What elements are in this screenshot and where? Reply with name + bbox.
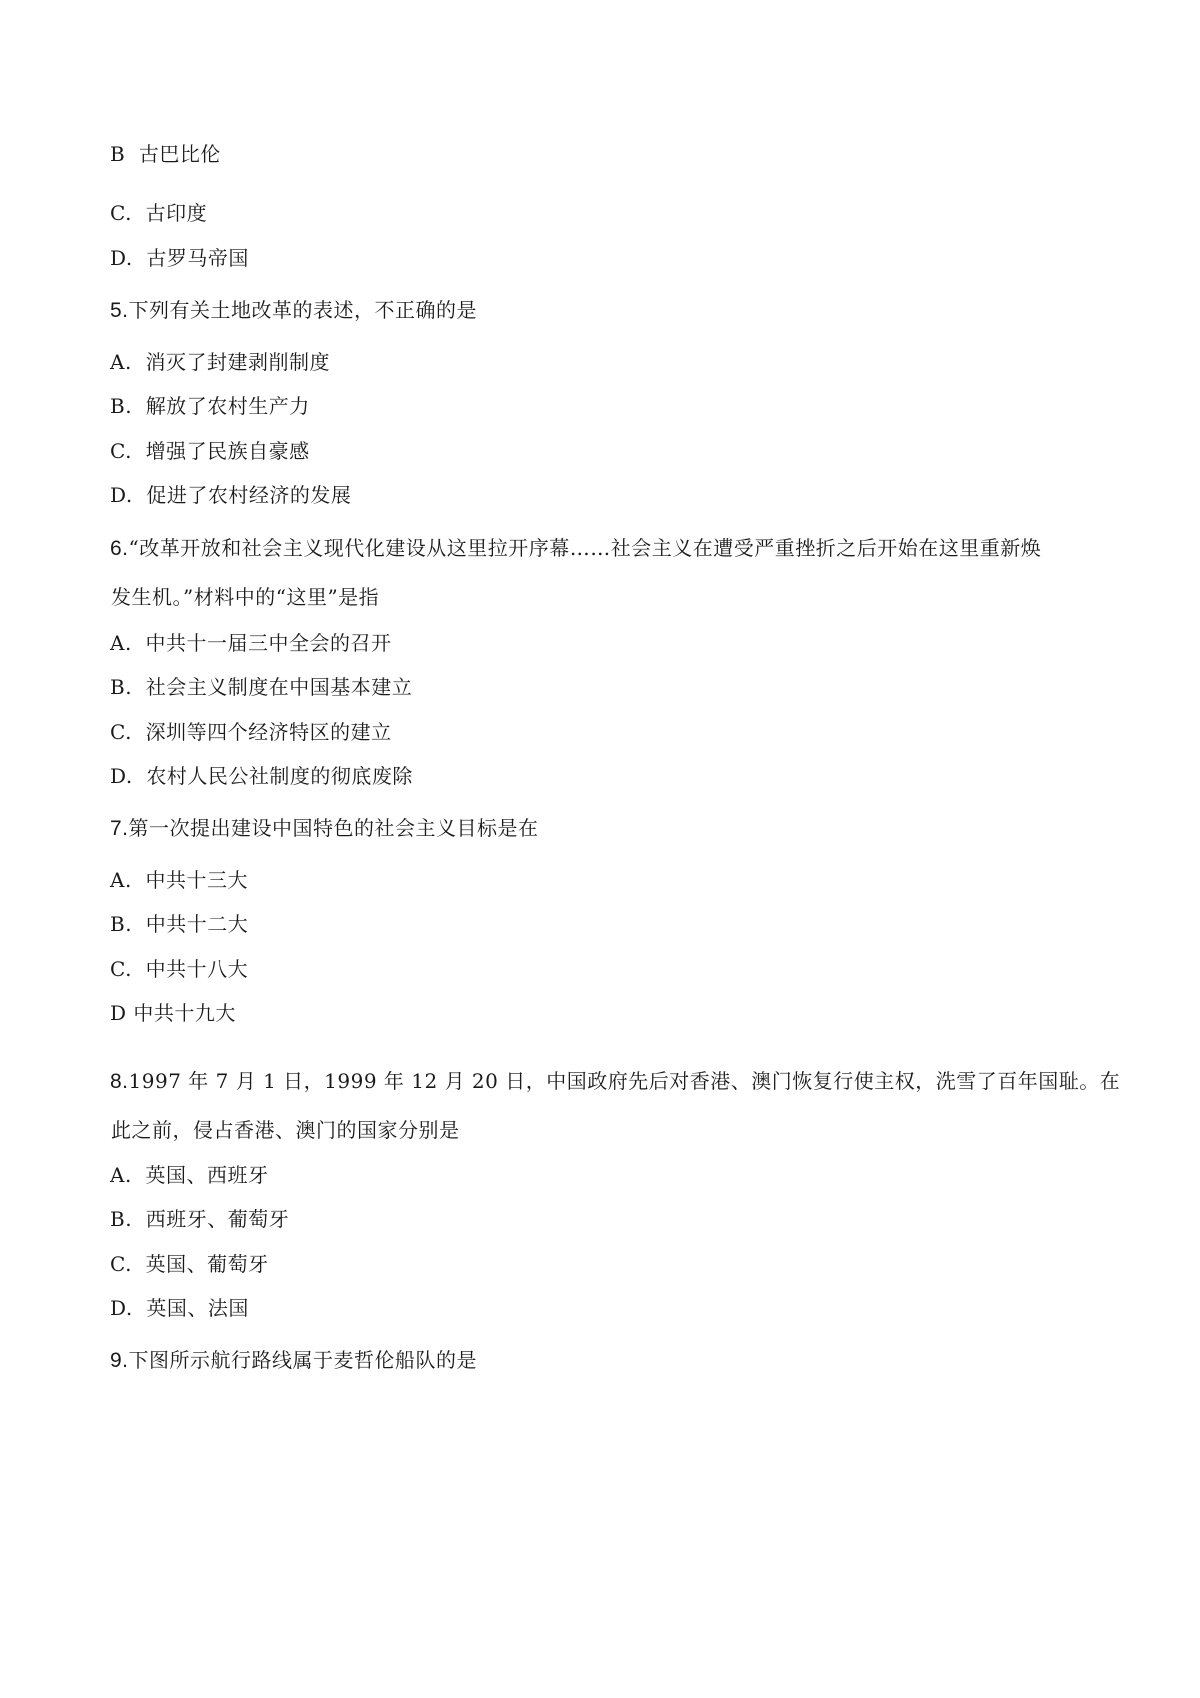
option-label: D. [110, 246, 133, 270]
q6-stem-line2 [111, 585, 379, 609]
option-label: B. [110, 1207, 133, 1231]
option-label: C. [110, 720, 132, 744]
q5-option-a [110, 350, 330, 374]
question-text: 下图所示航行路线属于麦哲伦船队的是 [128, 1348, 478, 1372]
option-label: C. [110, 1252, 132, 1276]
q6-option-b [110, 675, 412, 699]
option-text: 增强了民族自豪感 [145, 439, 310, 463]
q7-option-a [110, 868, 248, 892]
question-text: 1997 年 7 月 1 日，1999 年 12 月 20 日，中国政府先后对香港、澳门恢复行使主权，洗雪了百年国耻。在 [128, 1069, 1121, 1093]
option-text: 西班牙、葡萄牙 [145, 1207, 290, 1231]
q8-option-a [110, 1163, 269, 1187]
option-text: 英国、法国 [146, 1296, 249, 1320]
option-text: 消灭了封建剥削制度 [145, 350, 331, 374]
q7-stem [110, 816, 539, 841]
question-number: 5. [110, 299, 129, 322]
question-number: 9. [110, 1349, 129, 1372]
option-text: 中共十三大 [145, 868, 249, 892]
q8-option-d [110, 1296, 249, 1320]
q6-option-c [110, 720, 392, 744]
q5-option-d [110, 483, 351, 507]
option-label: C. [110, 201, 132, 225]
option-text: 英国、西班牙 [145, 1163, 269, 1187]
q6-stem-line1 [110, 536, 1041, 561]
option-text: 古罗马帝国 [146, 246, 249, 270]
question-number: 7. [110, 817, 129, 840]
option-text: 中共十八大 [145, 957, 249, 981]
option-label: D. [110, 1296, 133, 1320]
question-text: 下列有关土地改革的表述，不正确的是 [128, 298, 478, 322]
q7-option-c [110, 957, 248, 981]
option-label: B. [110, 912, 133, 936]
option-label: A. [110, 350, 132, 374]
question-text: “改革开放和社会主义现代化建设从这里拉开序幕……社会主义在遭受严重挫折之后开始在这里重新焕 [128, 536, 1042, 560]
option-text: 英国、葡萄牙 [145, 1252, 269, 1276]
q4-option-c [110, 201, 207, 225]
option-text: 解放了农村生产力 [145, 394, 310, 418]
q5-option-b [110, 394, 310, 418]
option-text: 中共十一届三中全会的召开 [145, 631, 392, 655]
option-text: 农村人民公社制度的彻底废除 [146, 764, 413, 788]
q6-option-d [110, 764, 413, 788]
q8-option-b [110, 1207, 289, 1231]
option-text: 深圳等四个经济特区的建立 [145, 720, 392, 744]
question-number: 6. [110, 537, 129, 560]
q4-option-b [110, 142, 221, 166]
question-text: 此之前，侵占香港、澳门的国家分别是 [111, 1118, 460, 1142]
option-label: D. [110, 483, 133, 507]
q5-stem [110, 298, 477, 323]
option-label: D. [110, 764, 133, 788]
q7-option-b [110, 912, 248, 936]
option-text: 古巴比伦 [138, 142, 221, 166]
option-text: 中共十二大 [145, 912, 249, 936]
option-label: B [110, 142, 126, 166]
option-label: B. [110, 675, 133, 699]
option-label: C. [110, 957, 132, 981]
q5-option-c [110, 439, 310, 463]
option-label: B. [110, 394, 133, 418]
q8-option-c [110, 1252, 269, 1276]
option-label: D [110, 1001, 127, 1025]
option-label: A. [110, 868, 132, 892]
question-text: 第一次提出建设中国特色的社会主义目标是在 [128, 816, 539, 840]
q9-stem [110, 1348, 477, 1373]
option-text: 古印度 [145, 201, 208, 225]
q8-stem-line2 [111, 1118, 460, 1142]
option-text: 社会主义制度在中国基本建立 [145, 675, 413, 699]
q8-stem-line1 [110, 1069, 1120, 1094]
question-text: 发生机。”材料中的“这里”是指 [111, 585, 380, 609]
option-label: C. [110, 439, 132, 463]
q4-option-d [110, 246, 249, 270]
option-label: A. [110, 631, 132, 655]
option-label: A. [110, 1163, 132, 1187]
question-number: 8. [110, 1070, 129, 1093]
option-text: 中共十九大 [133, 1001, 236, 1025]
q7-option-d [110, 1001, 236, 1025]
option-text: 促进了农村经济的发展 [146, 483, 352, 507]
q6-option-a [110, 631, 392, 655]
